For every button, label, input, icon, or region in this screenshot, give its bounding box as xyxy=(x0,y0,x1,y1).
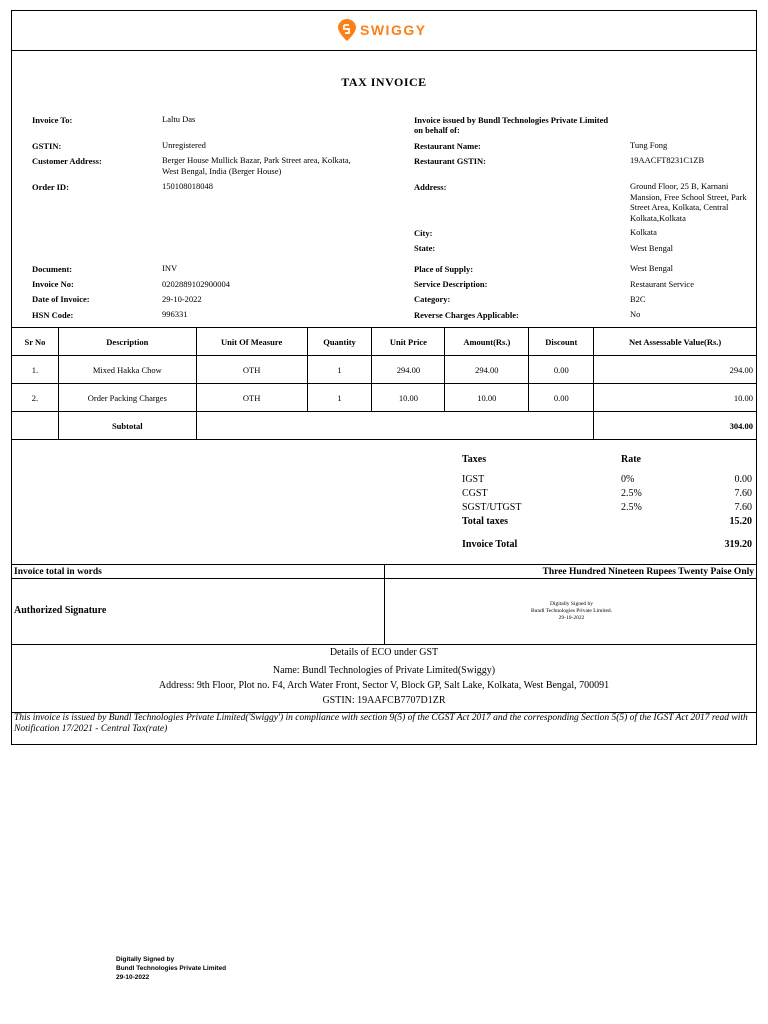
tax-rate: 2.5% xyxy=(621,488,642,499)
subtotal-row xyxy=(12,412,757,440)
table-cell: 10.00 xyxy=(372,384,445,412)
service-description-label: Service Description: xyxy=(414,279,488,289)
invoice-to-value: Laltu Das xyxy=(162,114,196,124)
column-header: Net Assessable Value(Rs.) xyxy=(594,328,757,356)
digital-sign-line: Digitally Signed by xyxy=(549,601,594,607)
address-label: Address: xyxy=(414,182,447,192)
words-value: Three Hundred Nineteen Rupees Twenty Paise Only xyxy=(542,567,754,577)
state-label: State: xyxy=(414,243,436,253)
invoice-to-label: Invoice To: xyxy=(32,115,73,125)
subtotal-value: 304.00 xyxy=(594,412,757,440)
table-cell: 294.00 xyxy=(594,356,757,384)
brand-name: SWIGGY xyxy=(360,22,427,38)
column-header: Sr No xyxy=(12,328,59,356)
invoice-no-label: Invoice No: xyxy=(32,279,74,289)
address-value: Ground Floor, 25 B, Karnani Mansion, Free School Street, Park Street Area, Kolkata, Central Kolkata,Kolkata xyxy=(630,181,747,223)
table-cell: 1 xyxy=(307,356,372,384)
total-taxes-label: Total taxes xyxy=(462,516,509,527)
eco-name: Name: Bundl Technologies of Private Limited(Swiggy) xyxy=(272,665,496,676)
order-id-label: Order ID: xyxy=(32,182,69,192)
column-header: Unit Of Measure xyxy=(196,328,307,356)
tax-name: CGST xyxy=(462,488,488,499)
authorized-signature-label: Authorized Signature xyxy=(14,605,107,616)
state-value: West Bengal xyxy=(630,243,673,253)
rate-header: Rate xyxy=(621,454,641,465)
restaurant-gstin-label: Restaurant GSTIN: xyxy=(414,156,487,166)
table-cell: 1 xyxy=(307,384,372,412)
gstin-value: Unregistered xyxy=(162,140,206,150)
reverse-charges-value: No xyxy=(630,309,641,319)
table-cell: 0.00 xyxy=(529,384,594,412)
table-cell: 10.00 xyxy=(445,384,529,412)
taxes-header: Taxes xyxy=(462,454,487,465)
tax-amount: 7.60 xyxy=(734,502,752,513)
service-description-value: Restaurant Service xyxy=(630,279,694,289)
footer-sign-line: Bundl Technologies Private Limited xyxy=(116,965,227,972)
place-of-supply-value: West Bengal xyxy=(630,263,673,273)
invoice-total-value: 319.20 xyxy=(724,539,752,550)
table-row xyxy=(12,356,757,384)
items-table xyxy=(11,327,757,440)
eco-gstin: GSTIN: 19AAFCB7707D1ZR xyxy=(322,695,446,706)
city-value: Kolkata xyxy=(630,227,657,237)
divider xyxy=(12,50,756,51)
date-of-invoice-label: Date of Invoice: xyxy=(32,294,90,304)
subtotal-label: Subtotal xyxy=(58,412,196,440)
digital-signature xyxy=(385,601,758,622)
city-label: City: xyxy=(414,228,433,238)
category-value: B2C xyxy=(630,294,646,304)
tax-name: IGST xyxy=(462,474,485,485)
table-header-row xyxy=(12,328,757,356)
hsn-code-label: HSN Code: xyxy=(32,310,74,320)
reverse-charges-label: Reverse Charges Applicable: xyxy=(414,310,519,320)
column-header: Unit Price xyxy=(372,328,445,356)
table-cell: 1. xyxy=(12,356,59,384)
disclaimer-text: This invoice is issued by Bundl Technologies Private Limited('Swiggy') in compliance with section 9(5) of the CGST Act 2017 and the corresponding Section 5(5) of the IGST Act 2017 read with Notification 17/2021 - Central Tax(rate) xyxy=(14,713,748,734)
tax-amount: 7.60 xyxy=(734,488,752,499)
tax-amount: 0.00 xyxy=(734,474,752,485)
table-cell: OTH xyxy=(196,356,307,384)
gstin-label: GSTIN: xyxy=(32,141,62,151)
tax-name: SGST/UTGST xyxy=(462,502,522,513)
page-title: TAX INVOICE xyxy=(341,75,427,89)
column-header: Description xyxy=(58,328,196,356)
invoice-page xyxy=(11,10,757,745)
digital-sign-line: Bundl Technologies Private Limited. xyxy=(530,608,613,614)
table-cell xyxy=(12,412,59,440)
restaurant-gstin-value: 19AACFT8231C1ZB xyxy=(630,155,705,165)
invoice-total-label: Invoice Total xyxy=(462,539,518,550)
table-cell: 2. xyxy=(12,384,59,412)
eco-heading: Details of ECO under GST xyxy=(329,647,439,658)
digital-sign-line: 29-10-2022 xyxy=(558,615,585,621)
date-of-invoice-value: 29-10-2022 xyxy=(162,294,202,304)
customer-address-value: Berger House Mullick Bazar, Park Street area, Kolkata, West Bengal, India (Berger House) xyxy=(162,155,351,176)
table-row xyxy=(12,384,757,412)
table-cell: 294.00 xyxy=(445,356,529,384)
document-label: Document: xyxy=(32,264,73,274)
restaurant-name-value: Tung Fong xyxy=(630,140,668,150)
brand-logo xyxy=(338,19,427,41)
place-of-supply-label: Place of Supply: xyxy=(414,264,474,274)
footer-sign-line: Digitally Signed by xyxy=(116,956,175,963)
invoice-no-value: 0202889102900004 xyxy=(162,279,230,289)
column-header: Quantity xyxy=(307,328,372,356)
tax-rate: 0% xyxy=(621,474,635,485)
table-cell: 0.00 xyxy=(529,356,594,384)
order-id-value: 150108018048 xyxy=(162,181,213,191)
document-value: INV xyxy=(162,263,178,273)
column-header: Discount xyxy=(529,328,594,356)
total-taxes-value: 15.20 xyxy=(729,516,752,527)
hsn-code-value: 996331 xyxy=(162,309,188,319)
tax-rate: 2.5% xyxy=(621,502,642,513)
eco-address: Address: 9th Floor, Plot no. F4, Arch Water Front, Sector V, Block GP, Salt Lake, Kolkata, West Bengal, 700091 xyxy=(158,680,610,691)
words-label: Invoice total in words xyxy=(14,567,102,577)
table-cell xyxy=(196,412,594,440)
column-header: Amount(Rs.) xyxy=(445,328,529,356)
category-label: Category: xyxy=(414,294,451,304)
restaurant-name-label: Restaurant Name: xyxy=(414,141,481,151)
issuer-note: Invoice issued by Bundl Technologies Private Limited on behalf of: xyxy=(414,115,609,135)
footer-signature xyxy=(116,955,226,982)
table-cell: 294.00 xyxy=(372,356,445,384)
table-cell: 10.00 xyxy=(594,384,757,412)
swiggy-pin-icon xyxy=(338,19,356,41)
table-cell: OTH xyxy=(196,384,307,412)
eco-details xyxy=(12,645,756,708)
customer-address-label: Customer Address: xyxy=(32,156,102,166)
table-cell: Mixed Hakka Chow xyxy=(58,356,196,384)
table-cell: Order Packing Charges xyxy=(58,384,196,412)
footer-sign-line: 29-10-2022 xyxy=(116,974,150,981)
